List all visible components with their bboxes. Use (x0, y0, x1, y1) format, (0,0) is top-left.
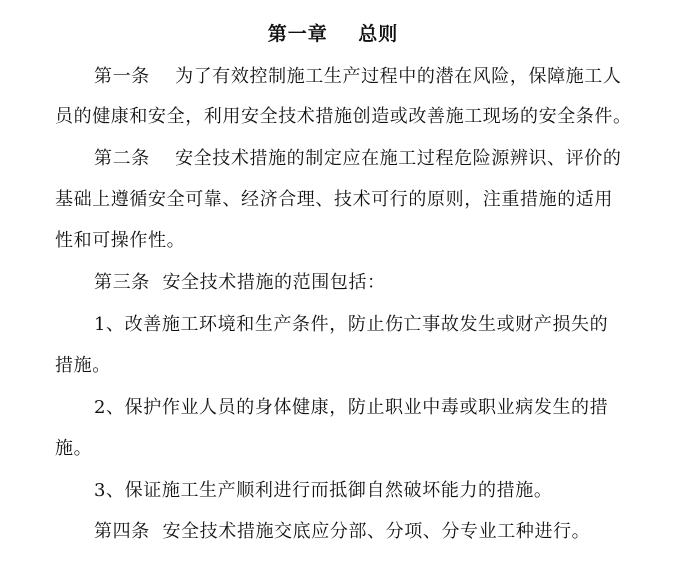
article-4-line-1: 第四条 安全技术措施交底应分部、分项、分专业工种进行。 (94, 521, 591, 542)
item-1-line-1: 1、改善施工环境和生产条件，防止伤亡事故发生或财产损失的 (94, 314, 609, 335)
article-2-line-3: 性和可操作性。 (55, 230, 186, 251)
item-2-line-2: 施。 (55, 438, 93, 459)
article-2-line-1: 第二条 安全技术措施的制定应在施工过程危险源辨识、评价的 (94, 148, 622, 169)
article-2-line-2: 基础上遵循安全可靠、经济合理、技术可行的原则，注重措施的适用 (55, 189, 613, 210)
item-1-line-2: 措施。 (55, 355, 111, 376)
item-2-line-1: 2、保护作业人员的身体健康，防止职业中毒或职业病发生的措 (94, 397, 609, 418)
item-3-line-1: 3、保证施工生产顺利进行而抵御自然破坏能力的措施。 (94, 480, 553, 501)
article-3-line-1: 第三条 安全技术措施的范围包括： (94, 272, 386, 293)
chapter-title: 第一章 总则 (267, 23, 399, 45)
article-1-line-2: 员的健康和安全，利用安全技术措施创造或改善施工现场的安全条件。 (55, 106, 632, 127)
article-1-line-1: 第一条 为了有效控制施工生产过程中的潜在风险，保障施工人 (94, 66, 622, 87)
